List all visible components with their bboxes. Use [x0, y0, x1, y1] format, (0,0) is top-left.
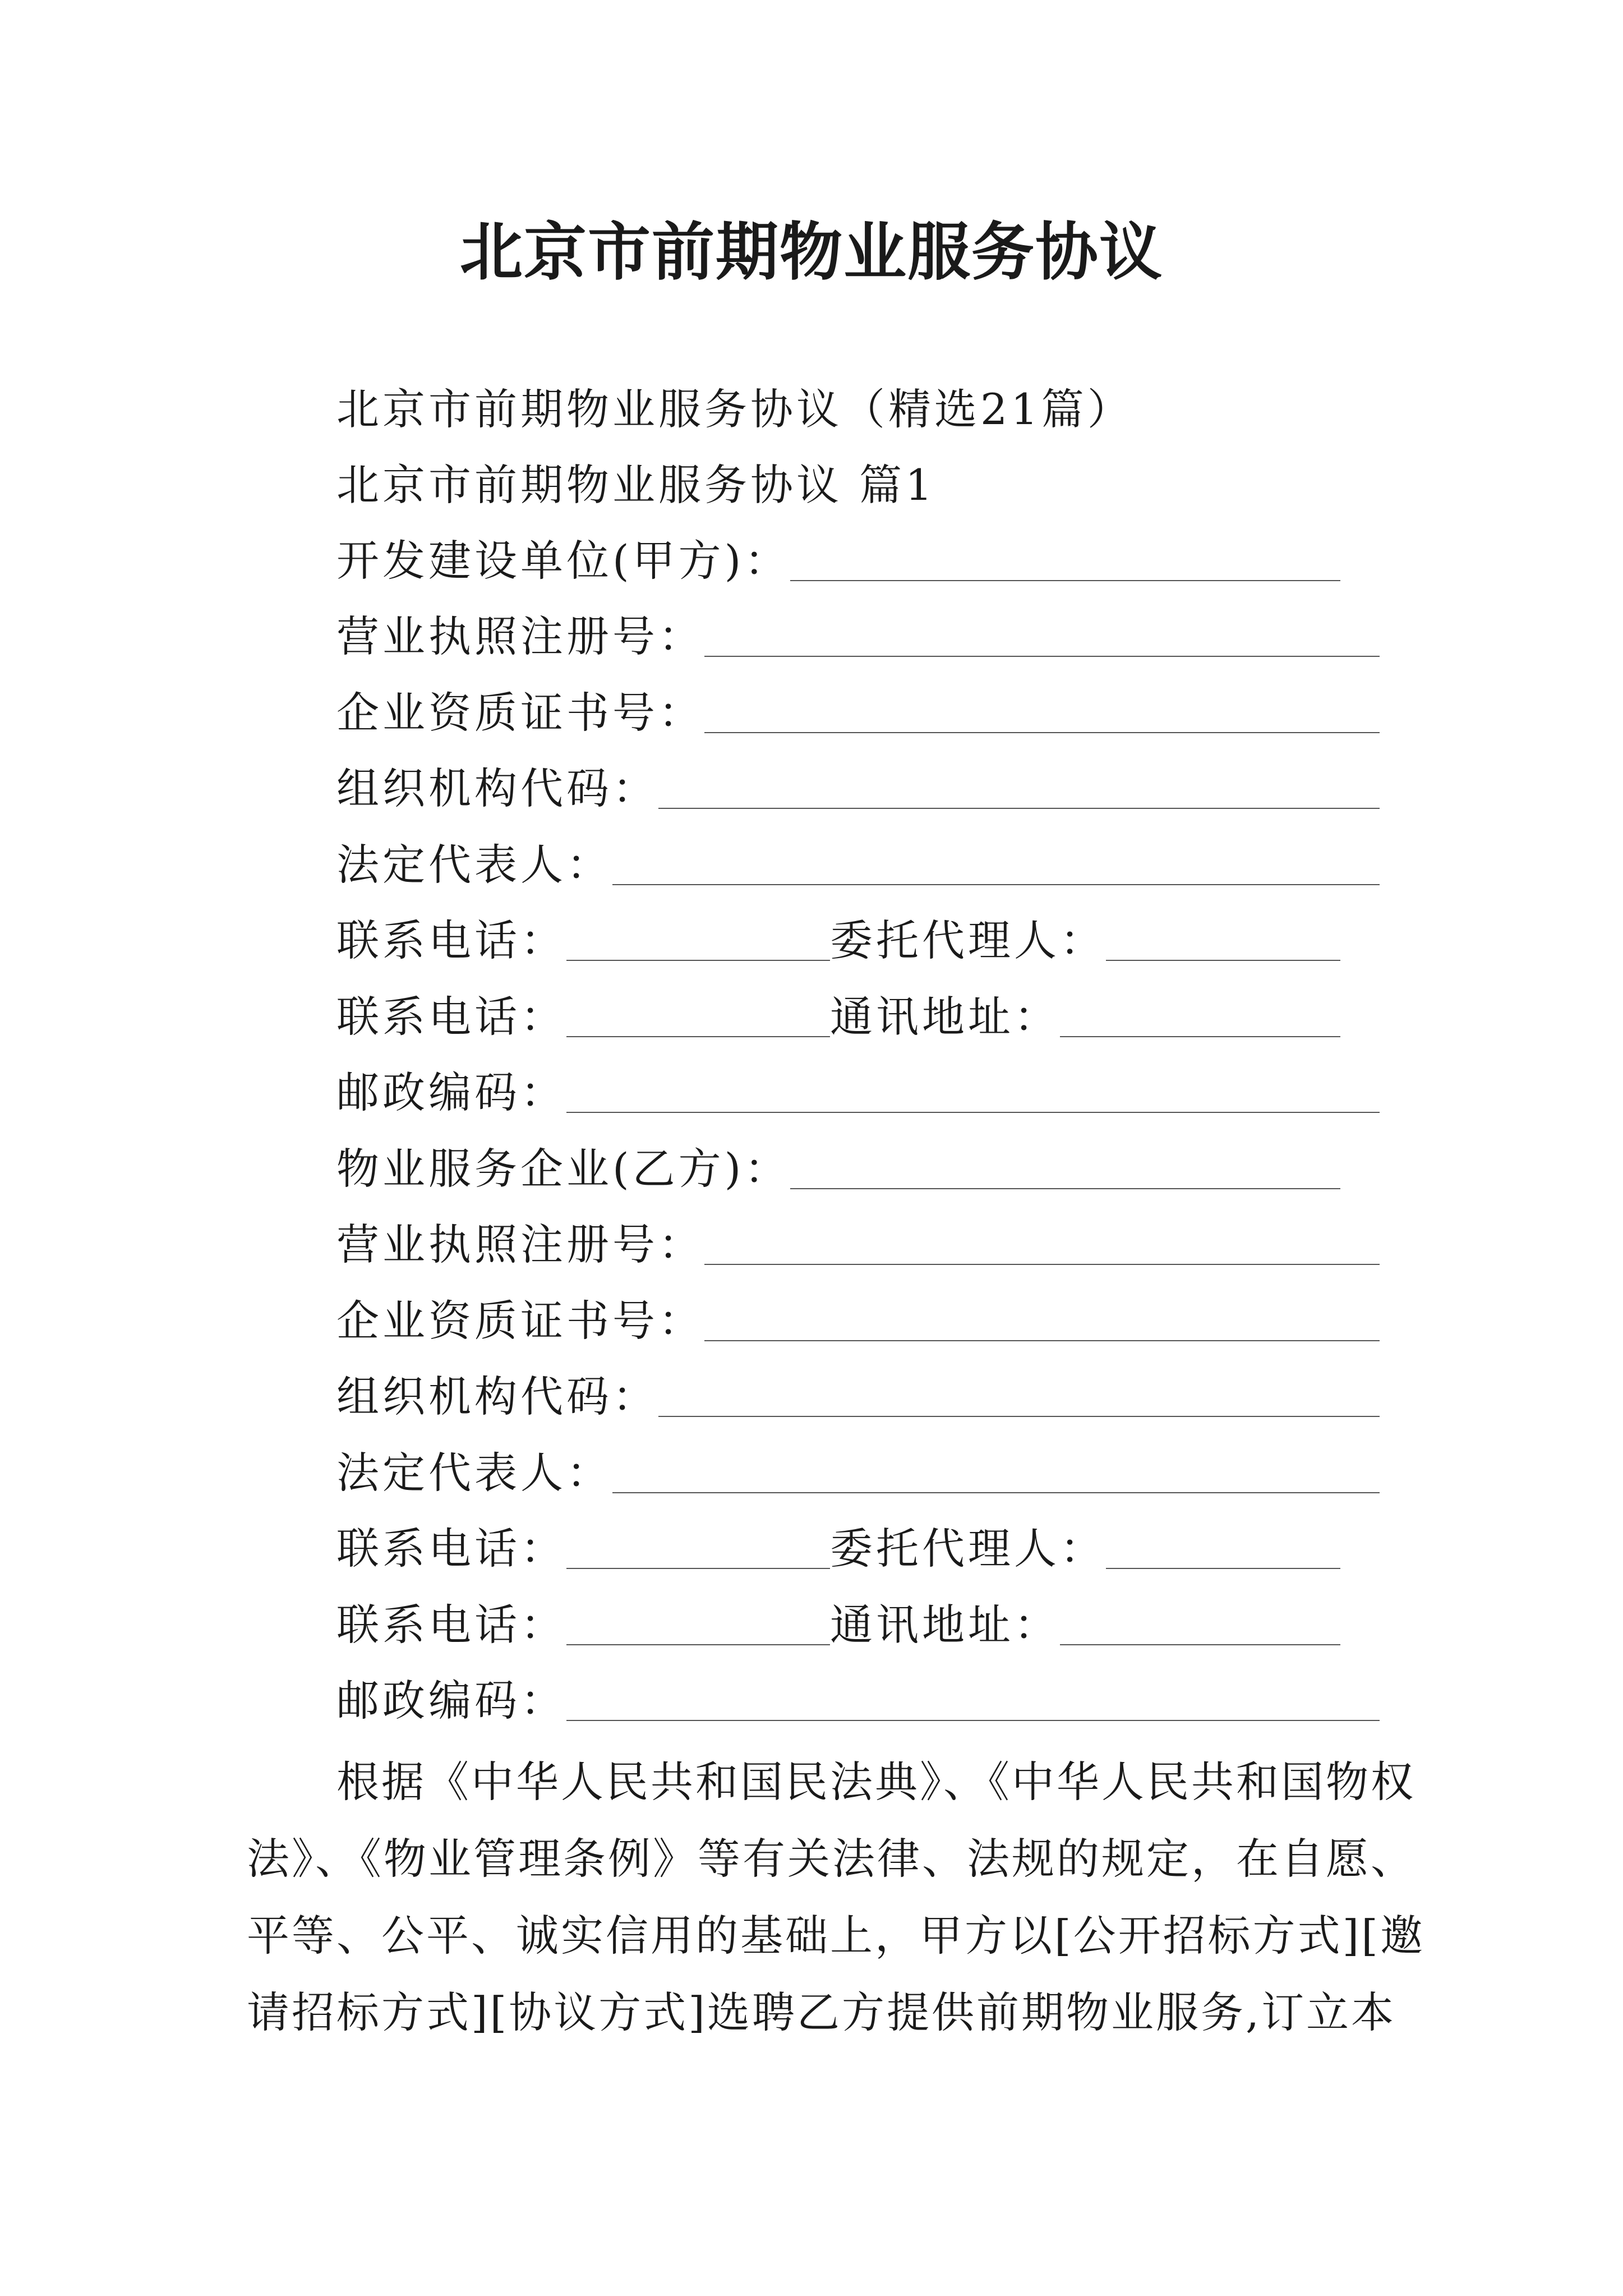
party-b-cert-blank[interactable]	[704, 1340, 1380, 1341]
party-b-phone1-label: 联系电话：	[336, 1524, 566, 1573]
party-b-phone-agent-field	[336, 1521, 1340, 1577]
party-b-phone-address-field	[336, 1597, 1340, 1653]
party-b-legal-rep-blank[interactable]	[612, 1492, 1380, 1493]
party-a-org-code-blank[interactable]	[658, 808, 1380, 809]
party-a-license-field	[336, 609, 1380, 665]
party-b-postcode-label: 邮政编码：	[336, 1676, 566, 1726]
party-b-legal-rep-field	[336, 1445, 1380, 1501]
body-line: 平等、公平、诚实信用的基础上，甲方以[公开招标方式][邀	[247, 1911, 1425, 1961]
document-title: 北京市前期物业服务协议	[460, 215, 1163, 289]
party-a-unit-blank[interactable]	[790, 580, 1340, 581]
body-paragraph	[247, 1743, 1425, 2051]
party-a-address-blank[interactable]	[1060, 1036, 1340, 1037]
body-line: 请招标方式][协议方式]选聘乙方提供前期物业服务,订立本	[247, 1987, 1396, 2037]
party-a-org-code-field	[336, 761, 1380, 817]
party-b-legal-rep-label: 法定代表人：	[336, 1448, 612, 1498]
party-a-agent-label: 委托代理人：	[830, 915, 1106, 965]
party-b-agent-label: 委托代理人：	[830, 1524, 1106, 1573]
party-b-org-code-field	[336, 1369, 1380, 1425]
party-b-postcode-field	[336, 1673, 1380, 1729]
party-a-legal-rep-field	[336, 837, 1380, 893]
document-subtitle: 北京市前期物业服务协议（精选21篇）	[336, 384, 1133, 434]
party-a-cert-label: 企业资质证书号：	[336, 688, 704, 738]
party-a-postcode-blank[interactable]	[566, 1112, 1380, 1113]
party-a-phone1-label: 联系电话：	[336, 915, 566, 965]
party-a-org-code-label: 组织机构代码：	[336, 763, 658, 813]
party-b-postcode-blank[interactable]	[566, 1720, 1380, 1721]
party-b-address-label: 通讯地址：	[830, 1600, 1060, 1650]
party-a-cert-field	[336, 685, 1380, 741]
party-a-license-label: 营业执照注册号：	[336, 611, 704, 661]
party-a-license-blank[interactable]	[704, 656, 1380, 657]
party-b-cert-label: 企业资质证书号：	[336, 1296, 704, 1346]
party-a-phone2-label: 联系电话：	[336, 992, 566, 1042]
party-b-license-blank[interactable]	[704, 1264, 1380, 1265]
party-b-phone1-blank[interactable]	[566, 1568, 830, 1569]
party-b-org-code-blank[interactable]	[658, 1416, 1380, 1417]
party-b-unit-label: 物业服务企业(乙方)：	[336, 1144, 791, 1194]
body-line: 根据《中华人民共和国民法典》、《中华人民共和国物权	[336, 1757, 1415, 1807]
party-a-phone-agent-field	[336, 913, 1340, 969]
party-b-address-blank[interactable]	[1060, 1644, 1340, 1645]
party-b-phone2-blank[interactable]	[566, 1644, 830, 1645]
party-a-phone-address-field	[336, 989, 1340, 1045]
party-a-postcode-label: 邮政编码：	[336, 1068, 566, 1117]
party-b-license-label: 营业执照注册号：	[336, 1220, 704, 1269]
party-b-org-code-label: 组织机构代码：	[336, 1372, 658, 1421]
party-b-unit-blank[interactable]	[790, 1188, 1340, 1189]
party-b-cert-field	[336, 1293, 1380, 1349]
party-a-phone1-blank[interactable]	[566, 960, 830, 961]
party-a-cert-blank[interactable]	[704, 732, 1380, 733]
party-a-unit-field	[336, 533, 1340, 589]
party-a-address-label: 通讯地址：	[830, 992, 1060, 1042]
party-a-phone2-blank[interactable]	[566, 1036, 830, 1037]
body-line: 法》、《物业管理条例》等有关法律、法规的规定，在自愿、	[247, 1834, 1415, 1884]
section-heading: 北京市前期物业服务协议 篇1	[336, 460, 936, 510]
party-a-unit-label: 开发建设单位(甲方)：	[336, 536, 791, 586]
party-a-legal-rep-blank[interactable]	[612, 884, 1380, 885]
party-b-agent-blank[interactable]	[1106, 1568, 1340, 1569]
party-a-agent-blank[interactable]	[1106, 960, 1340, 961]
party-a-legal-rep-label: 法定代表人：	[336, 840, 612, 890]
party-a-postcode-field	[336, 1065, 1380, 1121]
party-b-phone2-label: 联系电话：	[336, 1600, 566, 1650]
party-b-license-field	[336, 1217, 1380, 1273]
party-b-unit-field	[336, 1141, 1340, 1197]
